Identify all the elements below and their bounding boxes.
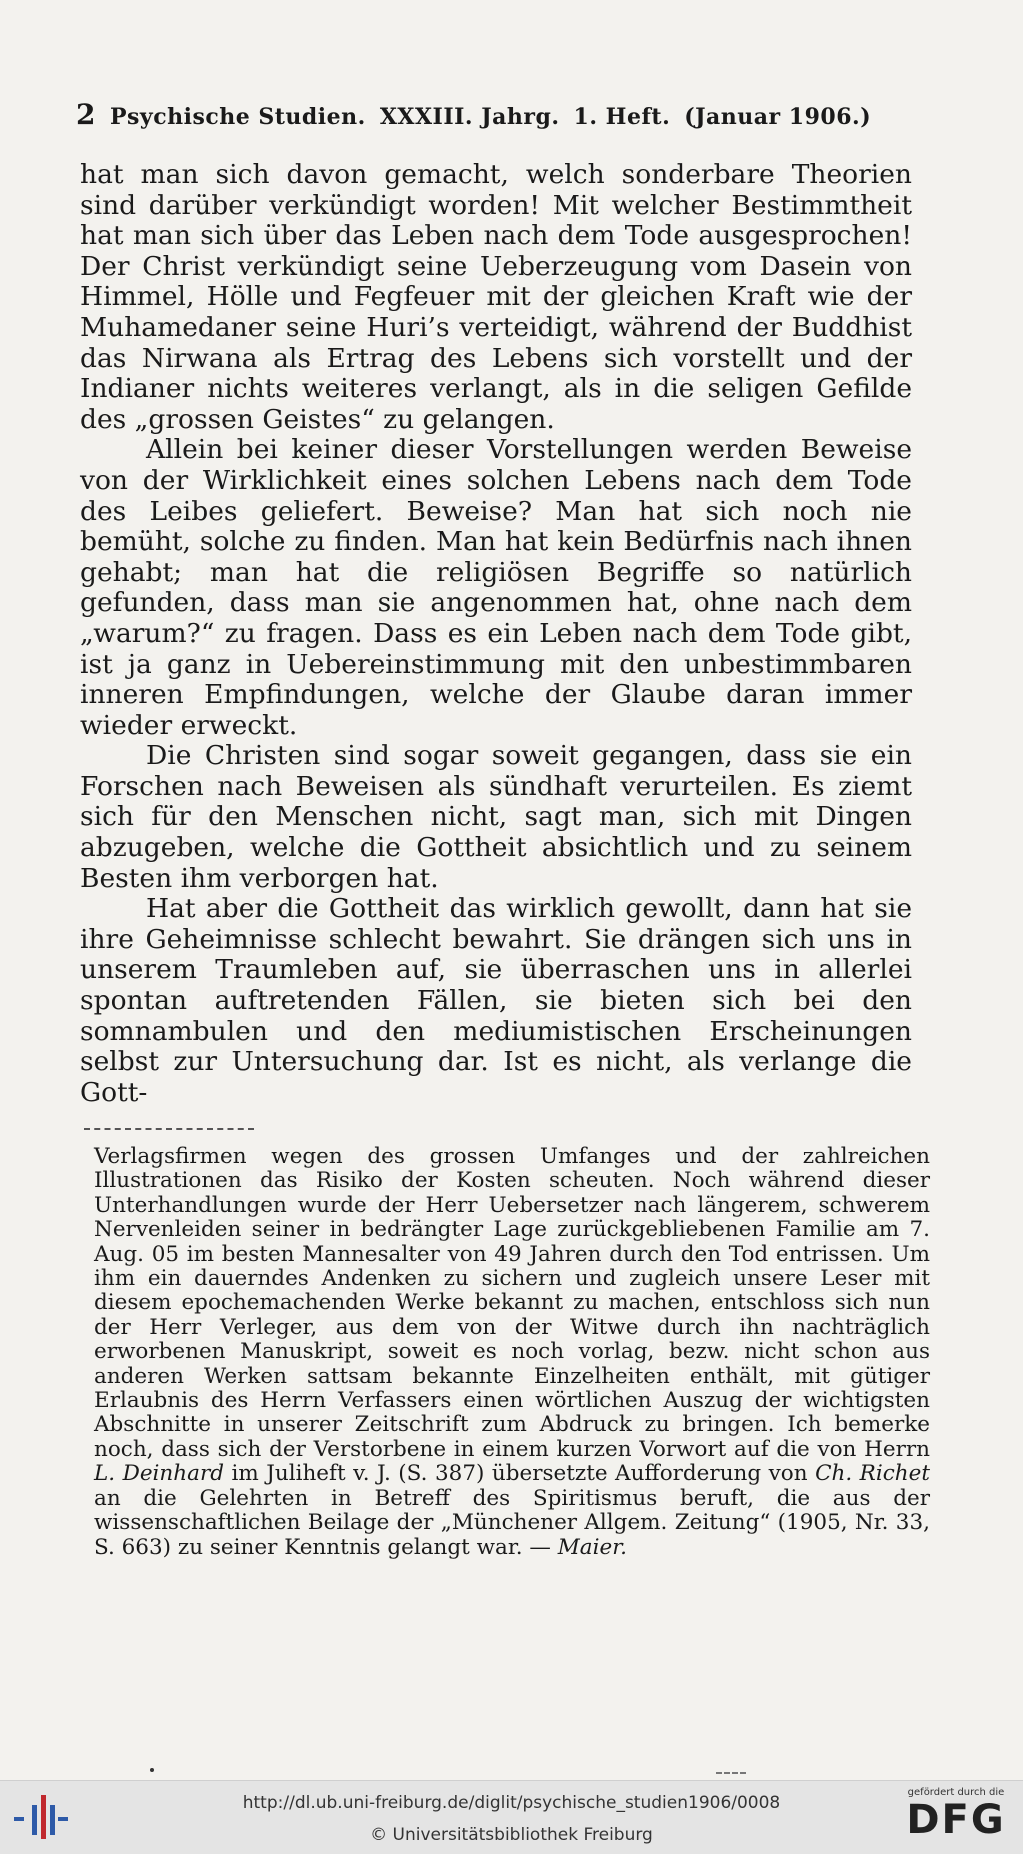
footnote <box>94 1145 930 1560</box>
volume-label: XXXIII. Jahrg. <box>379 104 560 130</box>
issue-date: (Januar 1906.) <box>684 104 872 130</box>
page-number: 2 <box>76 98 96 131</box>
copyright-notice: © Universitätsbibliothek Freiburg <box>370 1825 653 1845</box>
footnote-text <box>94 1145 930 1560</box>
issue-label: 1. Heft. <box>573 104 671 130</box>
person-name: Ch. Richet <box>815 1461 930 1487</box>
paragraph: Allein bei keiner dieser Vorstellungen werden Beweise von der Wirklichkeit eines solchen Lebens nach dem Tode des Leibes geliefert. Beweise? Man hat sich noch nie bemüht, solche zu finden. Man hat kein Bedürfnis nach ihnen gehabt; man hat die religiösen Begriffe so natürlich gefunden, dass man sie angenommen hat, ohne nach dem „warum?“ zu fragen. Dass es ein Leben nach dem Tode gibt, ist ja ganz in Uebereinstimmung mit den unbestimmbaren inneren Empfindungen, welche der Glaube daran immer wieder erweckt. <box>80 434 912 741</box>
person-name: L. Deinhard <box>94 1461 224 1487</box>
journal-title: Psychische Studien. <box>109 104 366 130</box>
scan-speck <box>150 1768 154 1772</box>
footnote-part: Verlagsfirmen wegen des grossen Umfanges und der zahlreichen Illustrationen das Risiko der Kosten scheuten. Noch während dieser Unterhandlungen wurde der Herr Uebersetzer nach längerem, schwerem Nervenleiden seiner in bedrängter Lage zurückgebliebenen Familie am 7. Aug. 05 im besten Mannesalter von 49 Jahren durch den Tod entrissen. Um ihm ein dauerndes Andenken zu sichern und zugleich unsere Leser mit diesem epochemachenden Werke bekannt zu machen, entschloss sich nun der Herr Verleger, aus dem von der Witwe durch ihn nachträglich erworbenen Manuskript, soweit es noch vorlag, bezw. nicht schon aus anderen Werken sattsam bekannte Einzelheiten enthält, mit gütiger Erlaubnis des Herrn Verfassers einen wörtlichen Auszug der wichtigsten Abschnitte in unserer Zeitschrift zum Abdruck zu bringen. Ich bemerke noch, dass sich der Verstorbene in einem kurzen Vorwort auf die von Herrn <box>94 1144 930 1462</box>
dfg-wordmark: DFG <box>906 1797 1006 1843</box>
paragraph: Die Christen sind sogar soweit gegangen, dass sie ein Forschen nach Beweisen als sündhaft verurteilen. Es ziemt sich für den Menschen nicht, sagt man, sich mit Dingen abzugeben, welche die Gottheit absichtlich und zu seinem Besten ihm verborgen hat. <box>80 740 912 894</box>
scan-mark <box>716 1772 746 1774</box>
footnote-part: im Juliheft v. J. (S. 387) übersetzte Aufforderung von <box>224 1461 816 1487</box>
footnote-part: an die Gelehrten in Betreff des Spiritismus beruft, die aus der wissenschaftlichen Beilage der „Münchener Allgem. Zeitung“ (1905, Nr. 33, S. 663) zu seiner Kenntnis gelangt war. — <box>94 1485 930 1560</box>
running-header <box>76 98 872 131</box>
paragraph: Hat aber die Gottheit das wirklich gewollt, dann hat sie ihre Geheimnisse schlecht bewahrt. Sie drängen sich uns in unserem Traumleben auf, sie überraschen uns in allerlei spontan auftretenden Fällen, sie bieten sich bei den somnambulen und den mediumistischen Erscheinungen selbst zur Untersuchung dar. Ist es nicht, als verlange die Gott- <box>80 893 912 1108</box>
footnote-signature: Maier. <box>557 1534 627 1560</box>
permalink-url[interactable]: http://dl.ub.uni-freiburg.de/diglit/psychische_studien1906/0008 <box>242 1793 781 1813</box>
dfg-tagline: gefördert durch die <box>907 1787 1005 1798</box>
viewer-footer <box>0 1780 1023 1854</box>
dfg-logo <box>897 1785 1015 1851</box>
footnote-separator <box>84 1128 254 1132</box>
main-text <box>80 160 912 1108</box>
paragraph: hat man sich davon gemacht, welch sonderbare Theorien sind darüber verkündigt worden! Mit welcher Bestimmtheit hat man sich über das Leben nach dem Tode ausgesprochen! Der Christ verkündigt seine Ueberzeugung vom Dasein von Himmel, Hölle und Fegfeuer mit der gleichen Kraft wie der Muhamedaner seine Huri’s verteidigt, während der Buddhist das Nirwana als Ertrag des Lebens sich vorstellt und der Indianer nichts weiteres verlangt, als in die seligen Gefilde des „grossen Geistes“ zu gelangen. <box>80 159 912 435</box>
